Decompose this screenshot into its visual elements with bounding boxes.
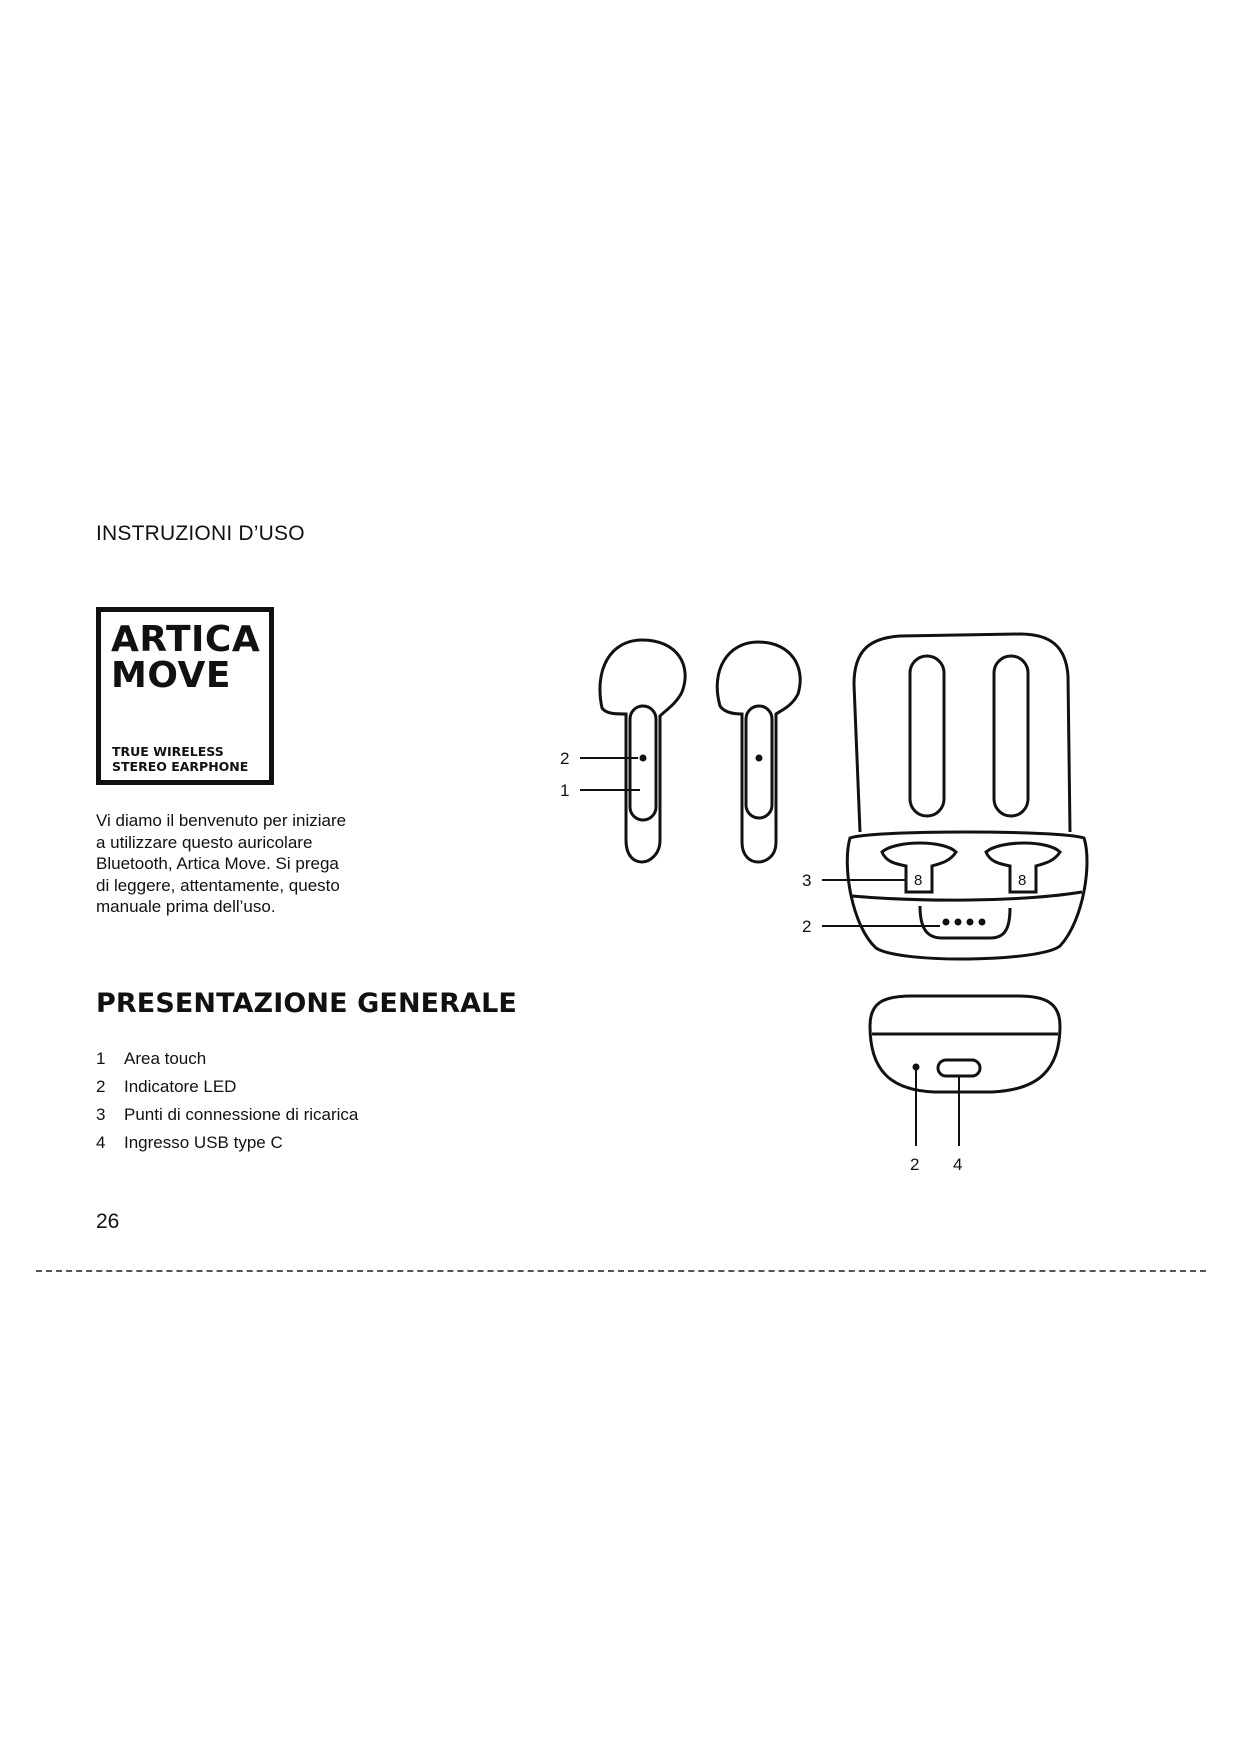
callout-earbud-led: 2 — [560, 749, 570, 768]
list-item — [96, 1073, 358, 1101]
item-label: Indicatore LED — [124, 1077, 237, 1096]
item-number: 1 — [96, 1049, 106, 1068]
list-item — [96, 1129, 358, 1157]
page-number: 26 — [96, 1210, 120, 1233]
callout-bottom-usb: 4 — [953, 1155, 963, 1174]
earbud-left-illustration — [600, 640, 685, 862]
logo-title: ARTICA MOVE — [111, 619, 261, 696]
charging-case-open-illustration — [847, 634, 1087, 959]
item-number: 3 — [96, 1105, 106, 1124]
page-header: INSTRUZIONI D’USO — [96, 522, 305, 545]
svg-text:8: 8 — [1018, 872, 1027, 889]
bottom-divider — [36, 1270, 1206, 1272]
svg-text:8: 8 — [914, 872, 923, 889]
product-diagram — [560, 630, 1120, 1190]
product-logo — [96, 607, 274, 785]
intro-paragraph: Vi diamo il benvenuto per iniziare a utilizzare questo auricolare Bluetooth, Artica Move. Si prega di leggere, attentamente, questo manuale prima dell’uso. — [96, 811, 347, 916]
item-number: 4 — [96, 1133, 106, 1152]
item-label: Punti di connessione di ricarica — [124, 1105, 359, 1124]
callout-case-contacts: 3 — [802, 871, 812, 890]
callout-bottom-led: 2 — [910, 1155, 920, 1174]
list-item — [96, 1045, 358, 1073]
list-item — [96, 1101, 358, 1129]
callout-earbud-touch: 1 — [560, 781, 570, 800]
parts-list — [96, 1045, 358, 1157]
callout-lines — [580, 758, 959, 1146]
item-label: Ingresso USB type C — [124, 1133, 283, 1152]
charging-case-bottom-illustration — [870, 996, 1060, 1092]
logo-subtitle: TRUE WIRELESS STEREO EARPHONE — [112, 744, 249, 774]
section-title: PRESENTAZIONE GENERALE — [96, 988, 517, 1019]
callout-case-led: 2 — [802, 917, 812, 936]
earbud-right-illustration — [717, 642, 800, 862]
item-number: 2 — [96, 1077, 106, 1096]
item-label: Area touch — [124, 1049, 207, 1068]
